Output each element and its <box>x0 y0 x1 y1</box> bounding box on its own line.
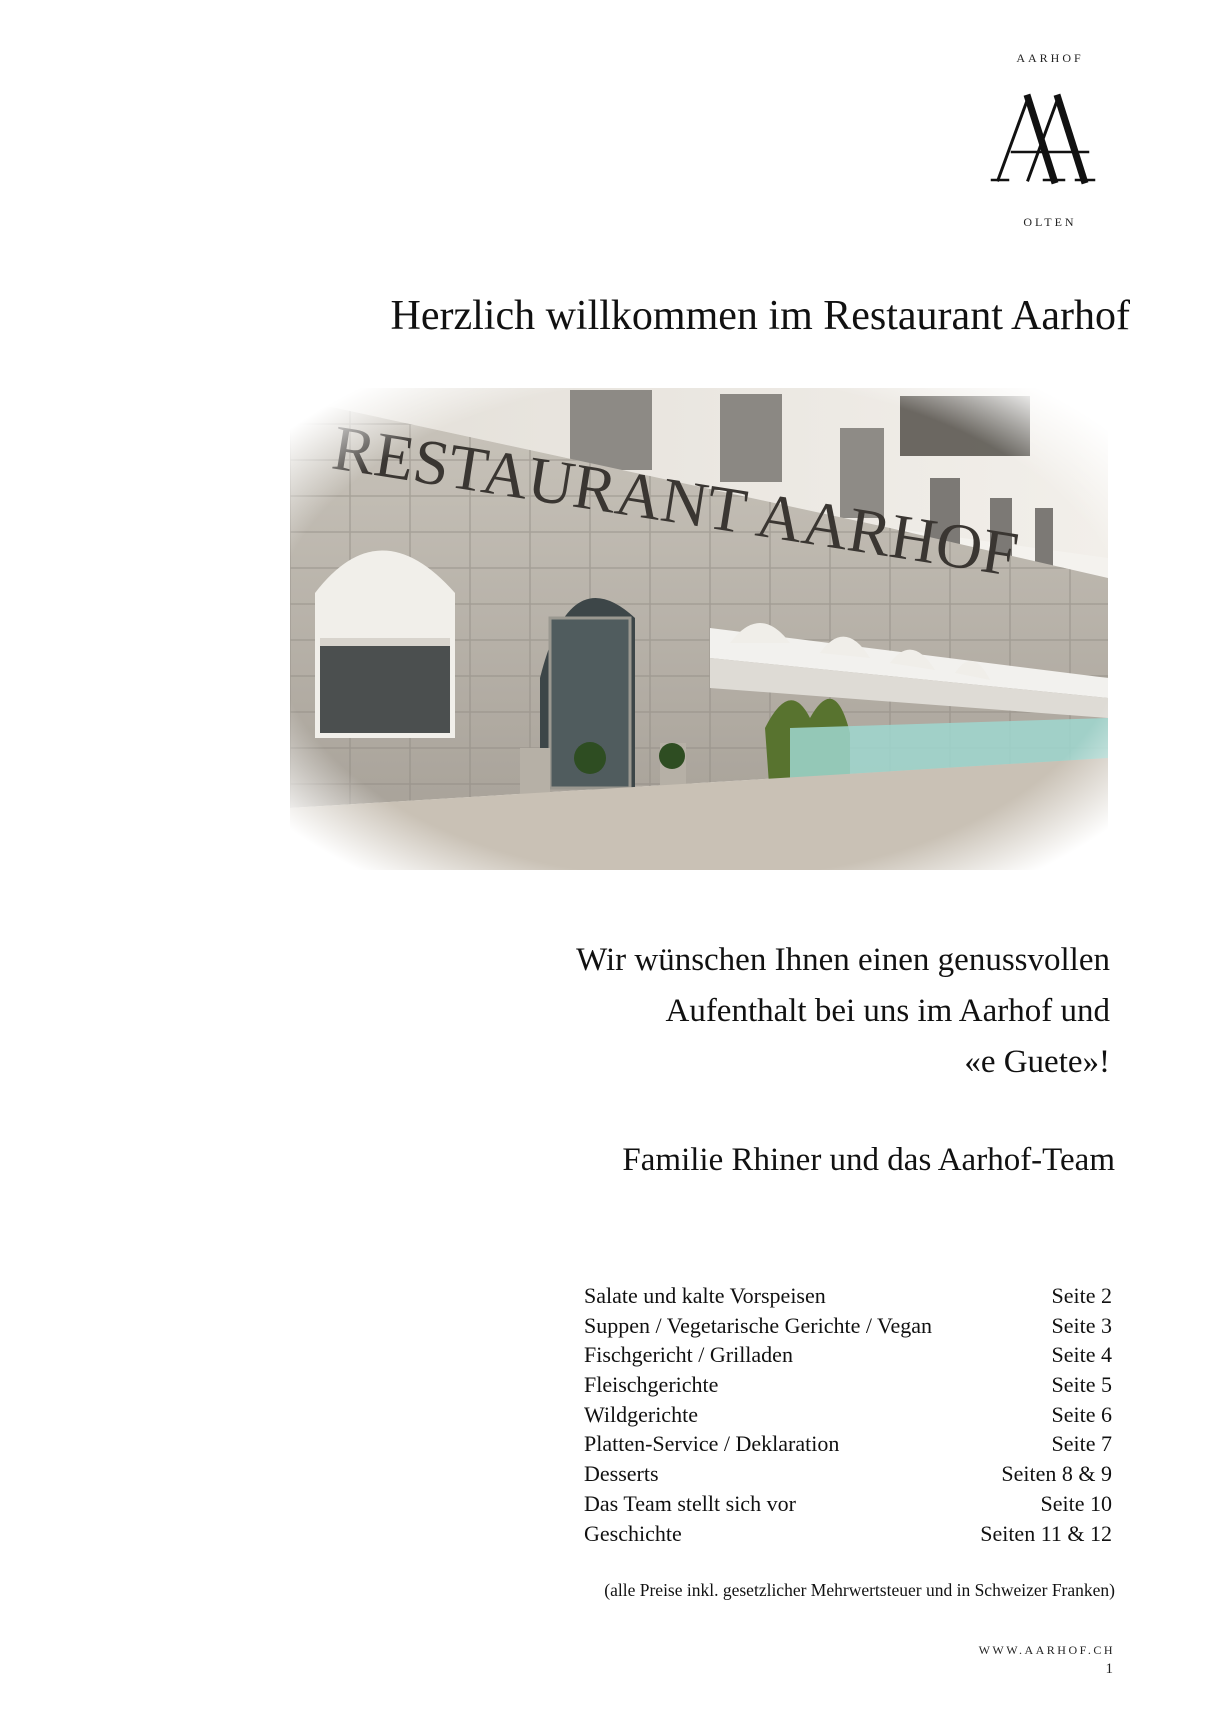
toc-label: Platten-Service / Deklaration <box>584 1431 840 1457</box>
toc-label: Fischgericht / Grilladen <box>584 1342 793 1368</box>
table-of-contents <box>584 1281 1112 1548</box>
website-link[interactable]: WWW.AARHOF.CH <box>978 1643 1115 1657</box>
toc-page: Seite 5 <box>1051 1372 1112 1398</box>
toc-label: Fleischgerichte <box>584 1372 719 1398</box>
page-title: Herzlich willkommen im Restaurant Aarhof <box>390 293 1130 339</box>
toc-row <box>584 1459 1112 1489</box>
aarhof-logo-icon <box>990 92 1110 188</box>
logo-top-text: AARHOF <box>1016 51 1084 65</box>
signature: Familie Rhiner und das Aarhof-Team <box>622 1142 1115 1178</box>
toc-label: Geschichte <box>584 1520 682 1546</box>
toc-row <box>584 1519 1112 1549</box>
toc-row <box>584 1370 1112 1400</box>
toc-page: Seite 7 <box>1051 1431 1112 1457</box>
toc-label: Das Team stellt sich vor <box>584 1490 796 1516</box>
welcome-line: Wir wünschen Ihnen einen genussvollen <box>576 942 1110 978</box>
welcome-message <box>420 935 1110 1088</box>
toc-page: Seite 10 <box>1040 1490 1112 1516</box>
welcome-line: Aufenthalt bei uns im Aarhof und <box>665 993 1110 1029</box>
toc-page: Seiten 8 & 9 <box>1001 1461 1112 1487</box>
toc-label: Desserts <box>584 1461 659 1487</box>
toc-label: Salate und kalte Vorspeisen <box>584 1283 826 1308</box>
toc-row <box>584 1311 1112 1341</box>
toc-row <box>584 1281 1112 1311</box>
price-note: (alle Preise inkl. gesetzlicher Mehrwertsteuer und in Schweizer Franken) <box>604 1580 1115 1600</box>
toc-page: Seiten 11 & 12 <box>980 1520 1112 1546</box>
toc-row <box>584 1489 1112 1519</box>
toc-page: Seite 2 <box>1051 1283 1112 1308</box>
toc-page: Seite 6 <box>1051 1401 1112 1427</box>
toc-label: Wildgerichte <box>584 1401 698 1427</box>
toc-row <box>584 1340 1112 1370</box>
toc-label: Suppen / Vegetarische Gerichte / Vegan <box>584 1312 933 1338</box>
toc-page: Seite 4 <box>1051 1342 1112 1368</box>
toc-page: Seite 3 <box>1051 1312 1112 1338</box>
toc-row <box>584 1429 1112 1459</box>
welcome-line: «e Guete»! <box>964 1044 1110 1080</box>
page-number: 1 <box>1105 1661 1113 1677</box>
restaurant-facade-photo <box>290 388 1108 870</box>
toc-row <box>584 1400 1112 1430</box>
logo-bottom-text: OLTEN <box>1023 215 1077 229</box>
